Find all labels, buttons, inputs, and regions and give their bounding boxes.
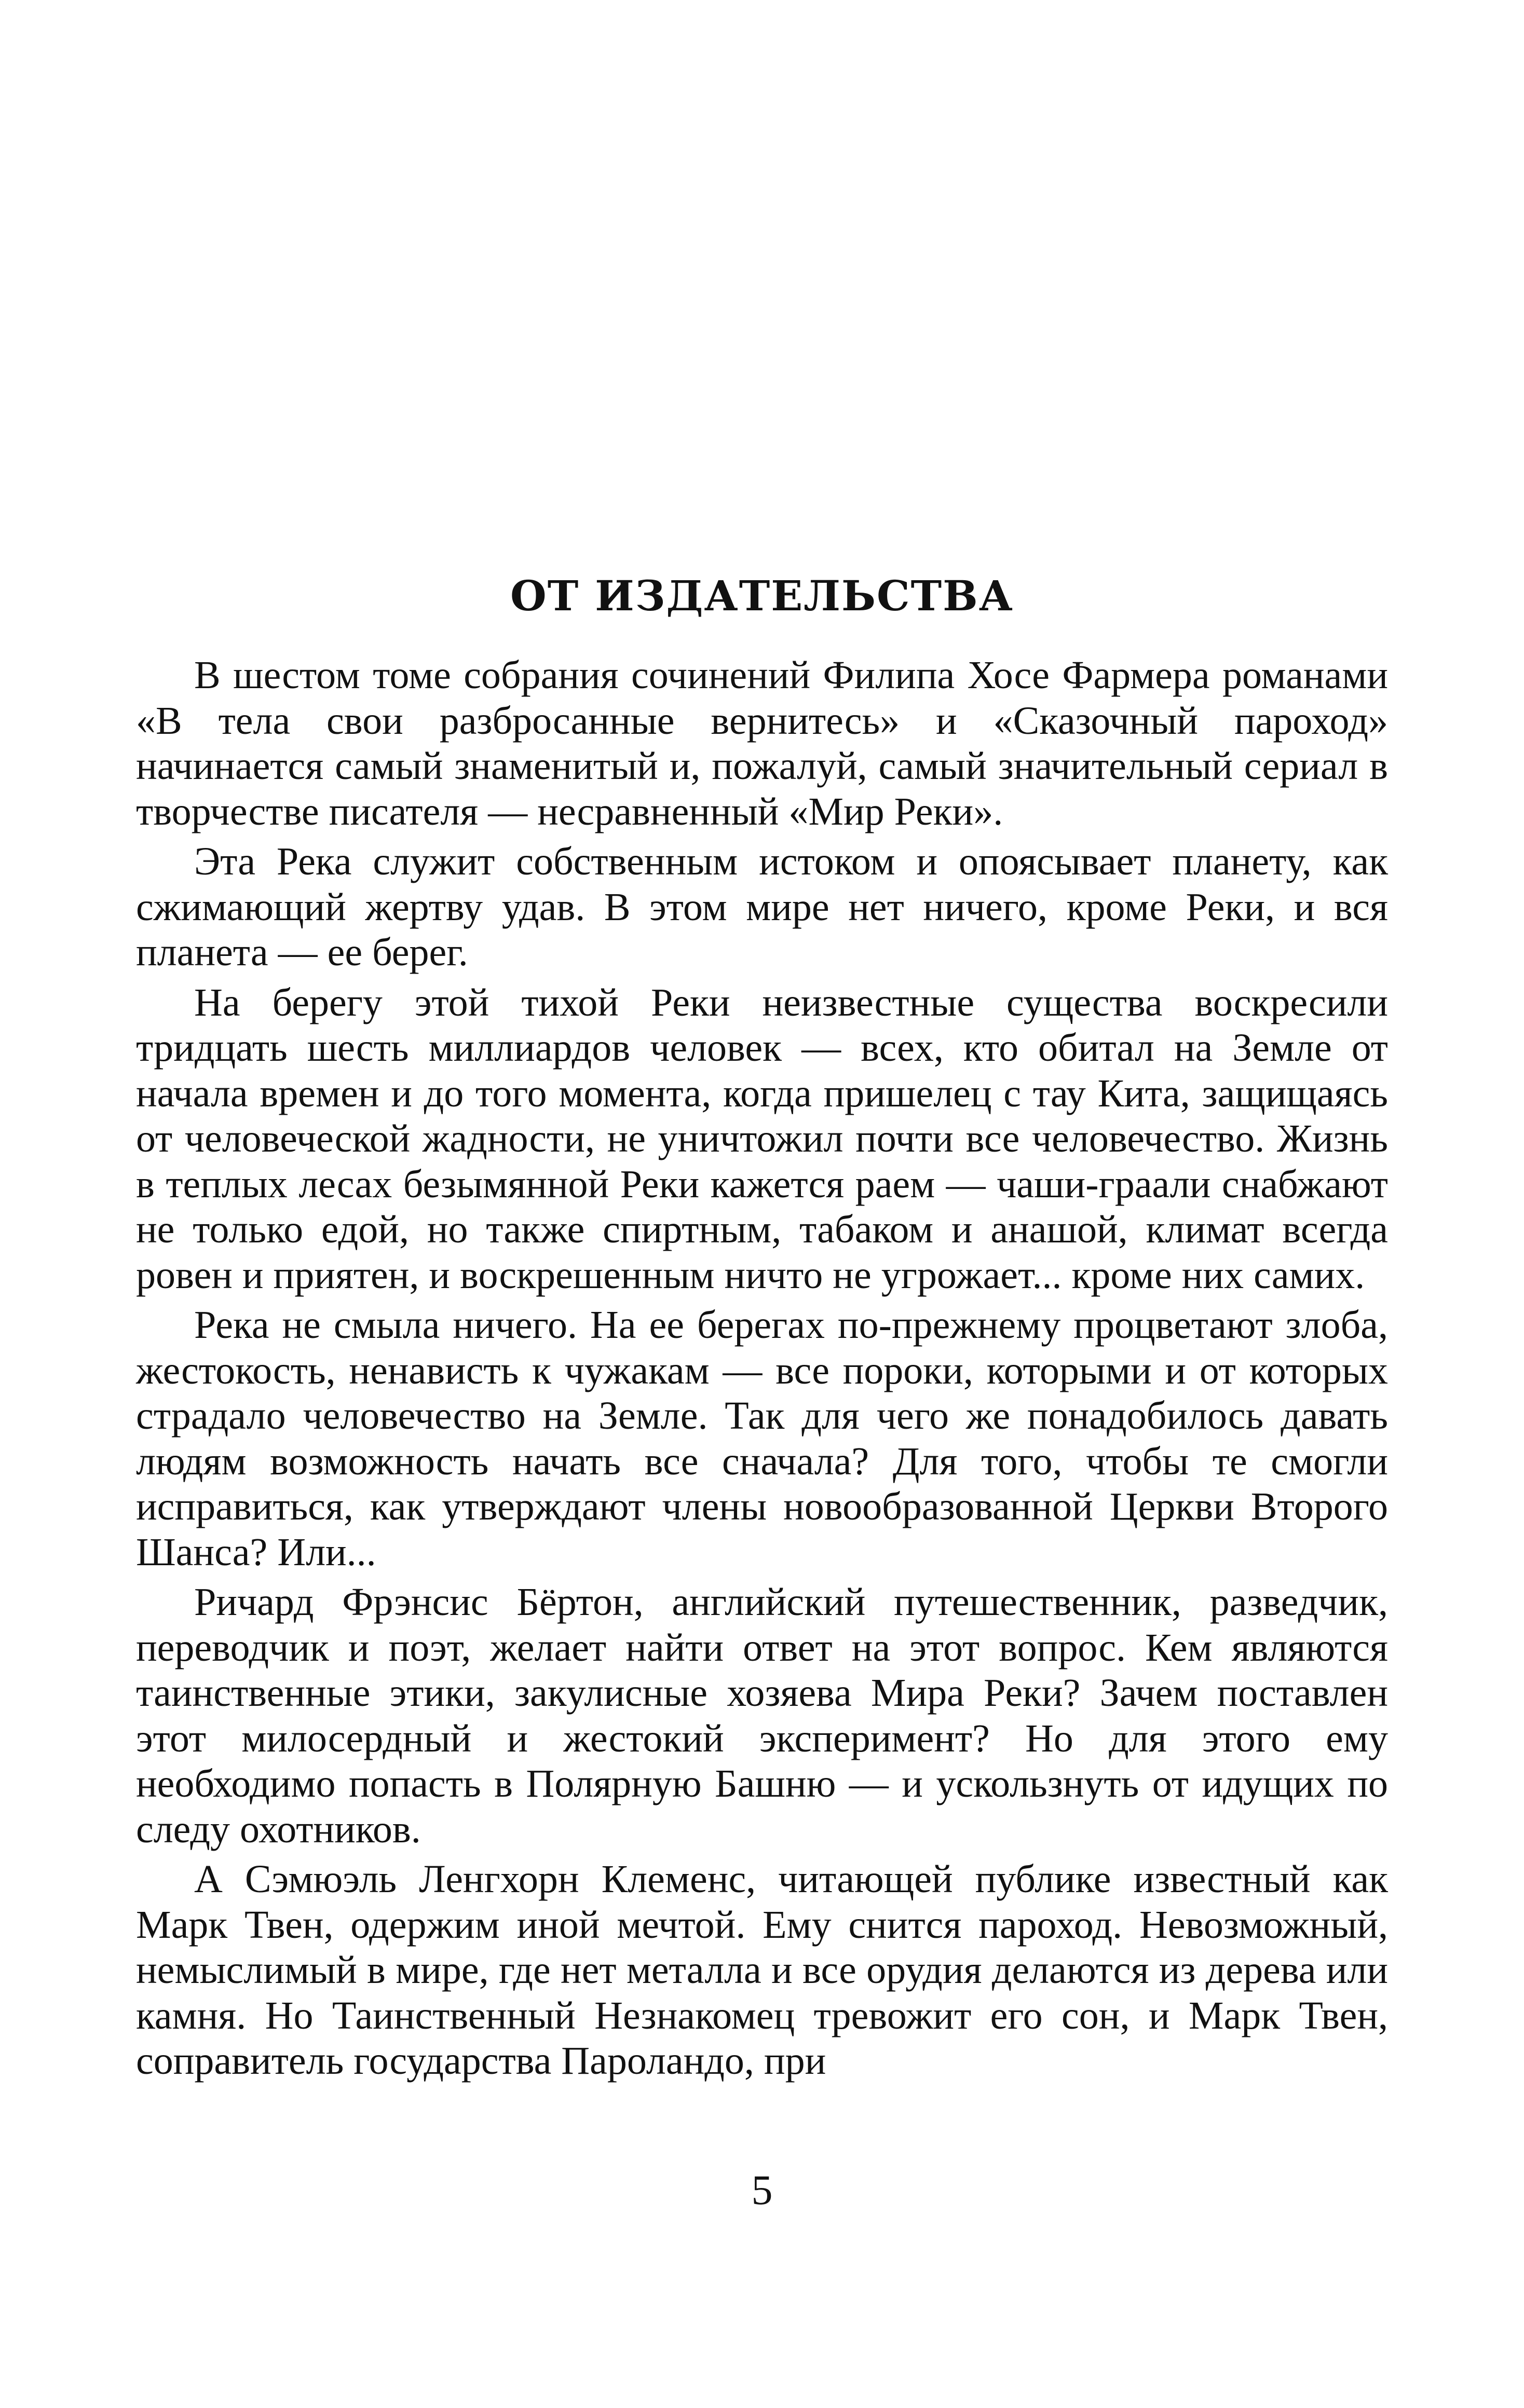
paragraph: На берегу этой тихой Реки неизвестные существа воскресили тридцать шесть миллиардов человек — всех, кто обитал на Земле от начала времен и до того момента, когда пришелец с тау Кита, защищаясь от человеческой жадности, не уничтожил почти все человечество. Жизнь в теплых лесах безымянной Реки кажется раем — чаши-граали снабжают не только едой, но также спиртным, табаком и анашой, климат всегда ровен и приятен, и воскрешенным ничто не угрожает... кроме них самих. [136,980,1388,1297]
section-title: ОТ ИЗДАТЕЛЬСТВА [510,571,1014,620]
paragraph: А Сэмюэль Ленгхорн Клеменс, читающей публике известный как Марк Твен, одержим иной мечтой. Ему снится пароход. Невозможный, немыслимый в мире, где нет металла и все орудия делаются из дерева или камня. Но Таинственный Незнакомец тревожит его сон, и Марк Твен, соправитель государства Пароландо, при [136,1857,1388,2083]
page-number: 5 [751,2166,773,2213]
paragraph: В шестом томе собрания сочинений Филипа Хосе Фармера романами «В тела свои разбросанные вернитесь» и «Сказочный пароход» начинается самый знаменитый и, пожалуй, самый значительный сериал в творчестве писателя — несравненный «Мир Реки». [136,653,1388,833]
paragraph: Река не смыла ничего. На ее берегах по-прежнему процветают злоба, жестокость, ненависть к чужакам — все пороки, которыми и от которых страдало человечество на Земле. Так для чего же понадобилось давать людям возможность начать все сначала? Для того, чтобы те смогли исправиться, как утверждают члены новообразованной Церкви Второго Шанса? Или... [136,1303,1388,1574]
paragraph: Ричард Фрэнсис Бёртон, английский путешественник, разведчик, переводчик и поэт, желает найти ответ на этот вопрос. Кем являются таинственные этики, закулисные хозяева Мира Реки? Зачем поставлен этот милосердный и жестокий эксперимент? Но для этого ему необходимо попасть в Полярную Башню — и ускользнуть от идущих по следу охотников. [136,1580,1388,1851]
paragraph: Эта Река служит собственным истоком и опоясывает планету, как сжимающий жертву удав. В этом мире нет ничего, кроме Реки, и вся планета — ее берег. [136,840,1388,974]
body-text [136,653,1388,2084]
